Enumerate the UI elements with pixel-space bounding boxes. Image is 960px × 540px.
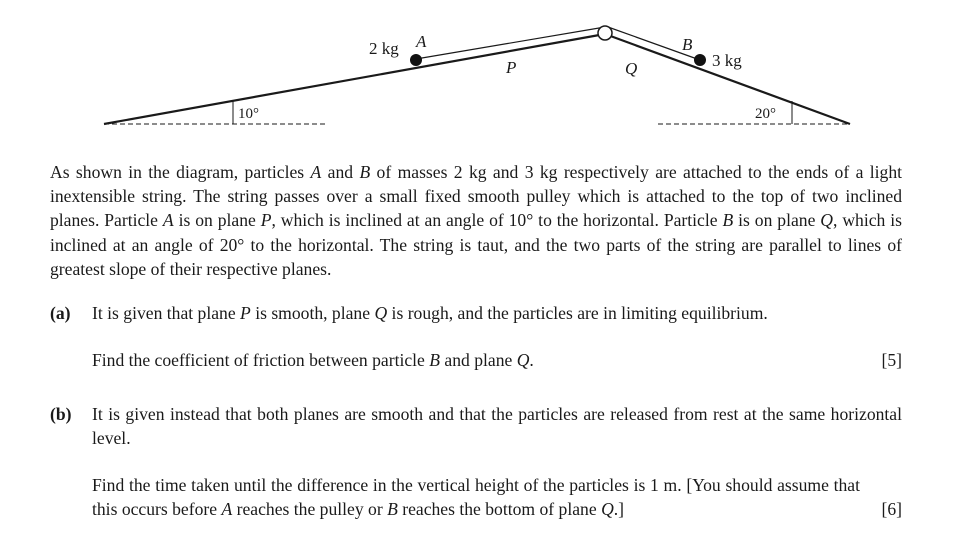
plane-q-surface bbox=[605, 34, 850, 124]
angle-p-label: 10° bbox=[238, 106, 259, 122]
plane-p-label: P bbox=[506, 58, 517, 77]
pulley bbox=[598, 26, 612, 40]
particle-a bbox=[410, 54, 422, 66]
particle-b bbox=[694, 54, 706, 66]
part-a-task: Find the coefficient of friction between particle B and plane Q. bbox=[92, 350, 534, 370]
plane-p-surface bbox=[104, 34, 605, 124]
particle-a-label: A bbox=[416, 32, 427, 51]
string-segment-a bbox=[416, 27, 605, 59]
question-intro: As shown in the diagram, particles A and B of masses 2 kg and 3 kg respectively are attached to the ends of a light inextensible string. The string passes over a small fixed smooth pulley which is attached to the top of two inclined planes. Particle A is on plane P, which is inclined at an angle of 10° to the horizontal. Particle B is on plane Q, which is inclined at an angle of 20° to the horizontal. The string is taut, and the two parts of the string are parallel to lines of greatest slope of their respective planes. bbox=[50, 162, 903, 279]
part-a-marks: [5] bbox=[881, 350, 902, 370]
particle-b-label: B bbox=[682, 35, 693, 54]
mass-a-label: 2 kg bbox=[369, 39, 399, 58]
part-b-label: (b) bbox=[50, 404, 72, 424]
part-b-marks: [6] bbox=[881, 499, 902, 519]
part-b-task: Find the time taken until the difference in the vertical height of the particles is 1 m. [You should assume that this occurs before A reaches the pulley or B reaches the bottom of plane Q.] bbox=[92, 475, 860, 520]
mass-b-label: 3 kg bbox=[712, 51, 742, 70]
part-a-label: (a) bbox=[50, 303, 71, 323]
part-b-statement: It is given instead that both planes are smooth and that the particles are released from rest at the same horizontal level. bbox=[92, 404, 902, 449]
part-a-statement: It is given that plane P is smooth, plane Q is rough, and the particles are in limiting equilibrium. bbox=[92, 303, 768, 323]
plane-q-label: Q bbox=[625, 59, 638, 78]
angle-q-label: 20° bbox=[755, 106, 776, 122]
inclined-planes-diagram bbox=[0, 0, 960, 140]
